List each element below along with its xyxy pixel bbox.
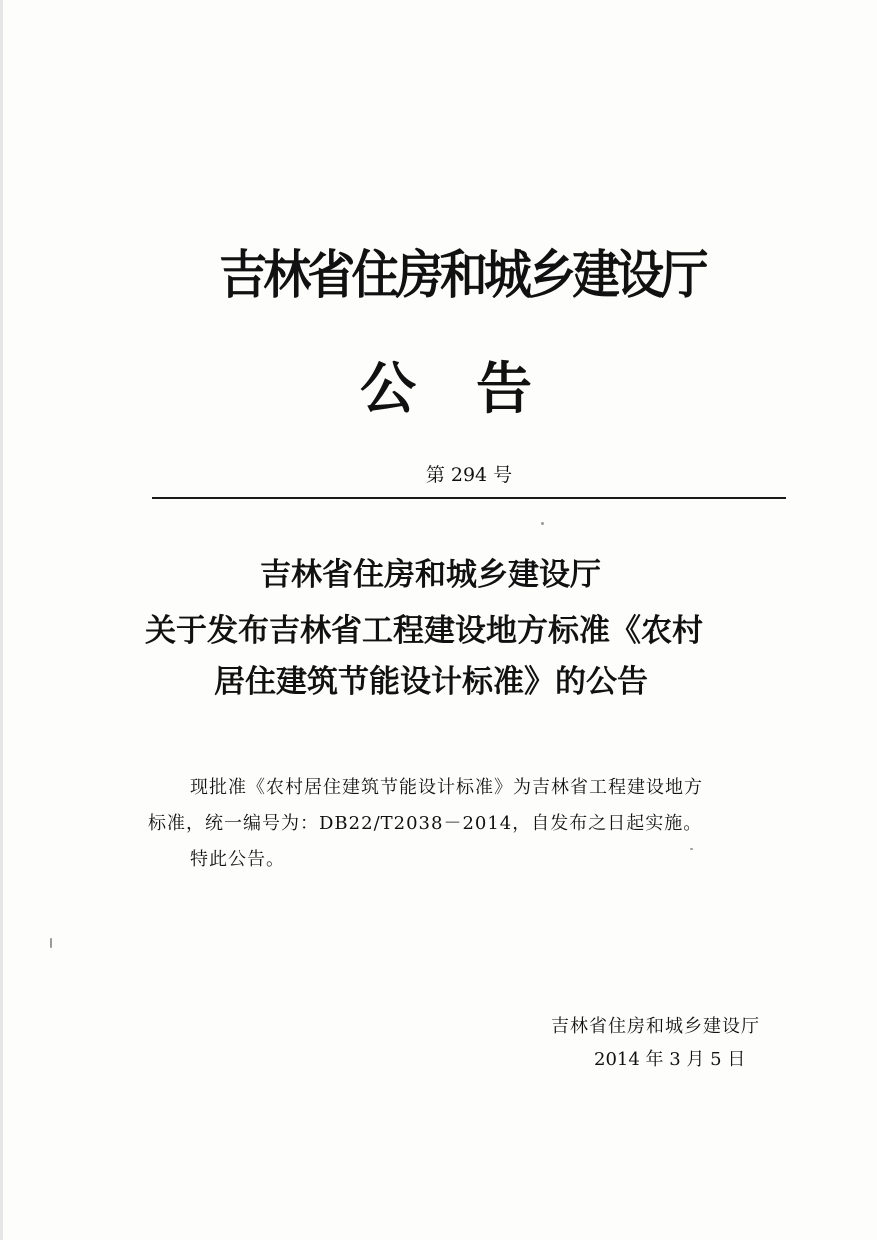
title-line-3: 居住建筑节能设计标准》的公告 [214, 664, 648, 700]
body-line-1: 现批准《农村居住建筑节能设计标准》为吉林省工程建设地方 [190, 777, 703, 798]
title-line-2: 关于发布吉林省工程建设地方标准《农村 [145, 613, 703, 649]
document-type-heading: 公告 [360, 357, 592, 422]
signature-date: 2014 年 3 月 5 日 [594, 1049, 746, 1070]
scan-speck [541, 522, 544, 525]
scan-speck [690, 848, 693, 850]
header-divider [152, 497, 786, 499]
signature-issuer: 吉林省住房和城乡建设厅 [551, 1016, 760, 1037]
scan-speck [50, 938, 52, 948]
body-line-2: 标准，统一编号为：DB22/T2038－2014，自发布之日起实施。 [148, 813, 703, 834]
title-line-1: 吉林省住房和城乡建设厅 [260, 557, 601, 593]
body-line-3: 特此公告。 [190, 849, 285, 870]
issuer-heading: 吉林省住房和城乡建设厅 [219, 246, 705, 306]
scan-edge [0, 0, 3, 1240]
document-number: 第 294 号 [425, 464, 513, 486]
